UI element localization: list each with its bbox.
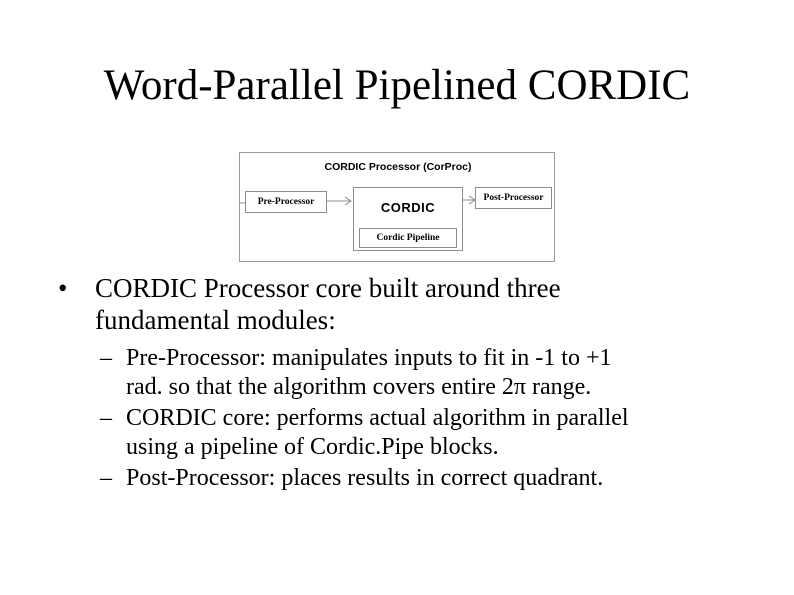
sub-bullet-cordic-core [58, 404, 758, 462]
pre-processor-label: Pre-Processor [257, 197, 315, 207]
cordic-core-label: CORDIC [380, 200, 436, 215]
cordic-pipeline-box [359, 228, 457, 248]
sub-bullet-1-line1: Pre-Processor: manipulates inputs to fit in -1 to +1 [126, 345, 612, 371]
bullet-list [58, 272, 758, 493]
cordic-core-box [353, 187, 463, 251]
sub-bullet-3-line1: Post-Processor: places results in correct quadrant. [126, 465, 604, 491]
pre-processor-box [245, 191, 327, 213]
bullet-main-line2: fundamental modules: [95, 305, 336, 335]
sub-bullet-pre-processor [58, 344, 758, 402]
bullet-main-line1: CORDIC Processor core built around three [95, 273, 561, 303]
bullet-marker: • [58, 273, 68, 303]
sub-bullet-2-line1: CORDIC core: performs actual algorithm in parallel [126, 405, 629, 431]
sub-bullet-marker: – [100, 465, 112, 491]
cordic-processor-diagram [239, 152, 555, 262]
sub-bullet-post-processor [58, 464, 758, 493]
bullet-main [58, 272, 758, 336]
sub-bullet-marker: – [100, 405, 112, 431]
cordic-pipeline-label: Cordic Pipeline [376, 233, 440, 243]
sub-bullet-2-line2: using a pipeline of Cordic.Pipe blocks. [126, 434, 499, 460]
sub-bullet-1-line2: rad. so that the algorithm covers entire 2π range. [126, 374, 592, 400]
slide-title: Word-Parallel Pipelined CORDIC [103, 62, 691, 109]
sub-bullet-marker: – [100, 345, 112, 371]
diagram-title: CORDIC Processor (CorProc) [324, 161, 472, 173]
post-processor-box [475, 187, 552, 209]
post-processor-label: Post-Processor [483, 193, 544, 203]
